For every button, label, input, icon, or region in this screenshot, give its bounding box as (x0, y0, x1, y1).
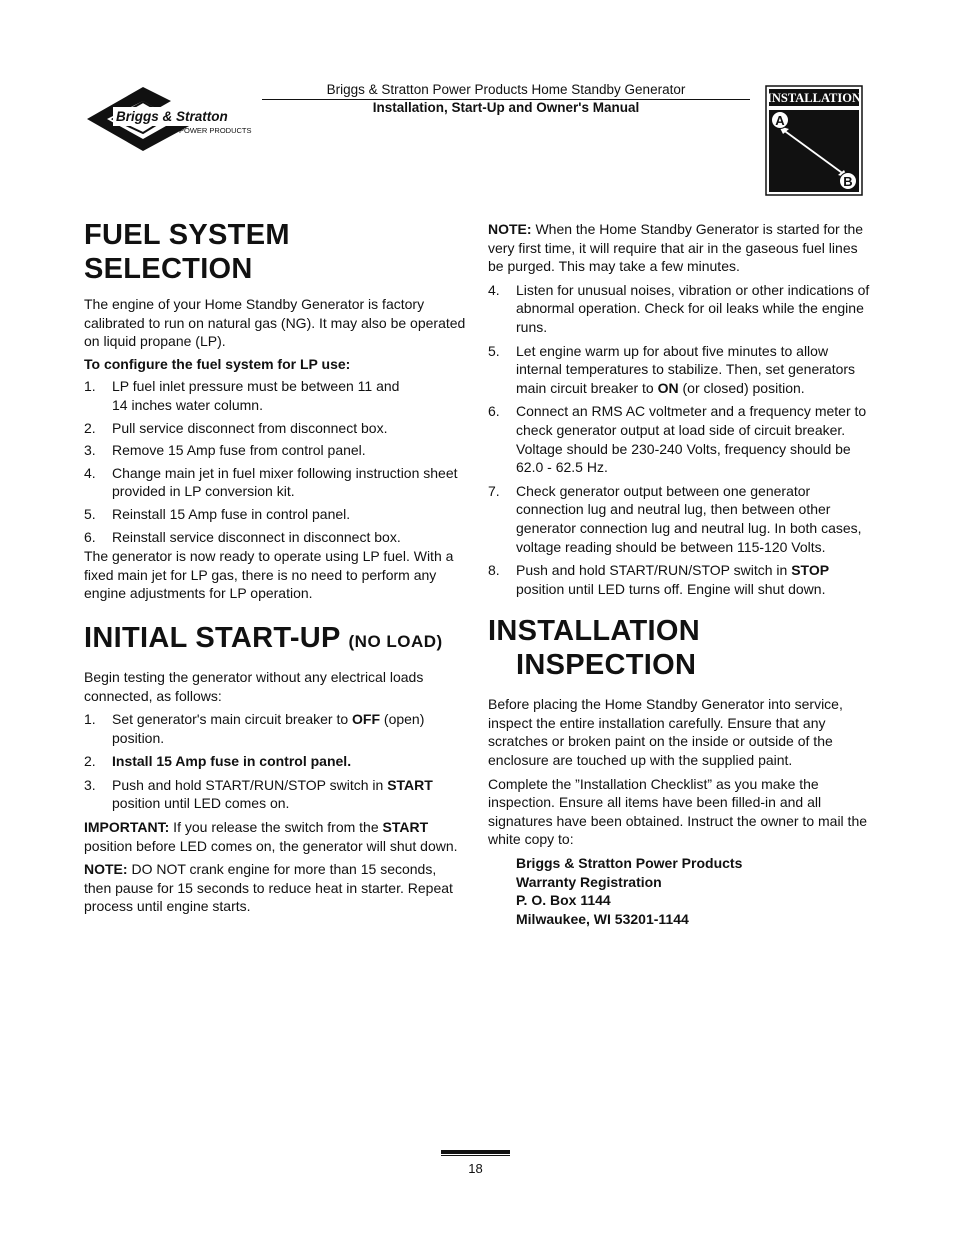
right-column (488, 220, 870, 928)
fuel-system-outro: The generator is now ready to operate using LP fuel. With a fixed main jet for LP gas, there is no need to perform any engine adjustments for LP operation. (84, 548, 454, 602)
list-item: 3. Push and hold START/RUN/STOP switch in START position until LED comes on. (84, 776, 433, 812)
page-number: 18 (468, 1161, 483, 1176)
list-item: 5. Let engine warm up for about five minutes to allow internal temperatures to stabilize. Then, set generators main circuit breaker to ON (or closed) position. (488, 342, 856, 396)
address-line: Milwaukee, WI 53201-1144 (516, 910, 689, 927)
address-line: Warranty Registration (516, 873, 662, 890)
fuel-system-heading: FUEL SYSTEM SELECTION (84, 219, 290, 285)
list-item: 5. Reinstall 15 Amp fuse in control panel. (84, 505, 351, 522)
svg-text:A: A (775, 113, 785, 128)
list-item: 3. Remove 15 Amp fuse from control panel. (84, 442, 366, 459)
startup-heading: INITIAL START-UP (NO LOAD) (84, 621, 443, 654)
list-item: 4. Change main jet in fuel mixer following instruction sheet provided in LP conversion kit. (84, 464, 458, 500)
list-item: 2. Install 15 Amp fuse in control panel. (84, 753, 352, 770)
address-line: P. O. Box 1144 (516, 892, 611, 909)
fuel-system-subheading: To configure the fuel system for LP use: (84, 355, 351, 372)
briggs-stratton-logo (83, 83, 253, 155)
footer-rule (441, 1155, 510, 1156)
inspection-para1: Before placing the Home Standby Generator into service, inspect the entire installation carefully. Ensure that any scratches or broken paint on the inside or outside of the enclosure are touched up with the supplied paint. (488, 696, 843, 769)
header-subtitle: Installation, Start-Up and Owner's Manual (372, 100, 640, 115)
list-item: 6. Connect an RMS AC voltmeter and a frequency meter to check generator output at load side of circuit breaker. Voltage should be 230-240 Volts, frequency should be 62.0 - 62.5 Hz. (488, 403, 867, 476)
list-item: 1. LP fuel inlet pressure must be between 11 and 14 inches water column. (84, 378, 400, 413)
inspection-para2: Complete the ”Installation Checklist” as you make the inspection. Ensure all items have been filled-in and all signatures have been obtained. Instruct the owner to mail the white copy to: (488, 775, 868, 848)
startup-intro: Begin testing the generator without any electrical loads connected, as follows: (84, 668, 424, 704)
svg-text:B: B (843, 174, 853, 189)
svg-text:INSTALLATION: INSTALLATION (766, 91, 862, 105)
inspection-heading: INSTALLATION INSPECTION (488, 615, 700, 682)
footer-bar (441, 1150, 510, 1154)
list-item: 8. Push and hold START/RUN/STOP switch in STOP position until LED turns off. Engine will shut down. (488, 562, 830, 597)
list-item: 1. Set generator's main circuit breaker to OFF (open) position. (84, 711, 425, 746)
list-item: 4. Listen for unusual noises, vibration or other indications of abnormal operation. Check for oil leaks while the engine runs. (488, 281, 870, 335)
purge-note: NOTE: When the Home Standby Generator is started for the very first time, it will require that air in the gaseous fuel lines be purged. This may take a few minutes. (488, 221, 864, 275)
fuel-system-intro: The engine of your Home Standby Generator is factory calibrated to run on natural gas (NG). It may also be operated on liquid propane (LP). (84, 296, 466, 350)
svg-text:POWER PRODUCTS: POWER PRODUCTS (179, 126, 252, 135)
address-line: Briggs & Stratton Power Products (516, 855, 743, 872)
mailing-address (488, 854, 870, 928)
installation-badge (765, 85, 863, 196)
svg-text:Briggs & Stratton: Briggs & Stratton (116, 109, 228, 124)
list-item: 6. Reinstall service disconnect in disconnect box. (84, 528, 401, 545)
list-item: 2. Pull service disconnect from disconnect box. (84, 419, 388, 436)
important-note: IMPORTANT: If you release the switch from the START position before LED comes on, the generator will shut down. (84, 819, 458, 854)
list-item: 7. Check generator output between one generator connection lug and neutral lug, then between other generator connection lug and neutral lug. In both cases, voltage reading should be between 115-120 Volts. (488, 482, 862, 555)
crank-note: NOTE: DO NOT crank engine for more than 15 seconds, then pause for 15 seconds to reduce heat in starter. Repeat process until engine starts. (84, 861, 453, 915)
left-column (84, 218, 466, 916)
header-title: Briggs & Stratton Power Products Home Standby Generator (326, 82, 686, 97)
